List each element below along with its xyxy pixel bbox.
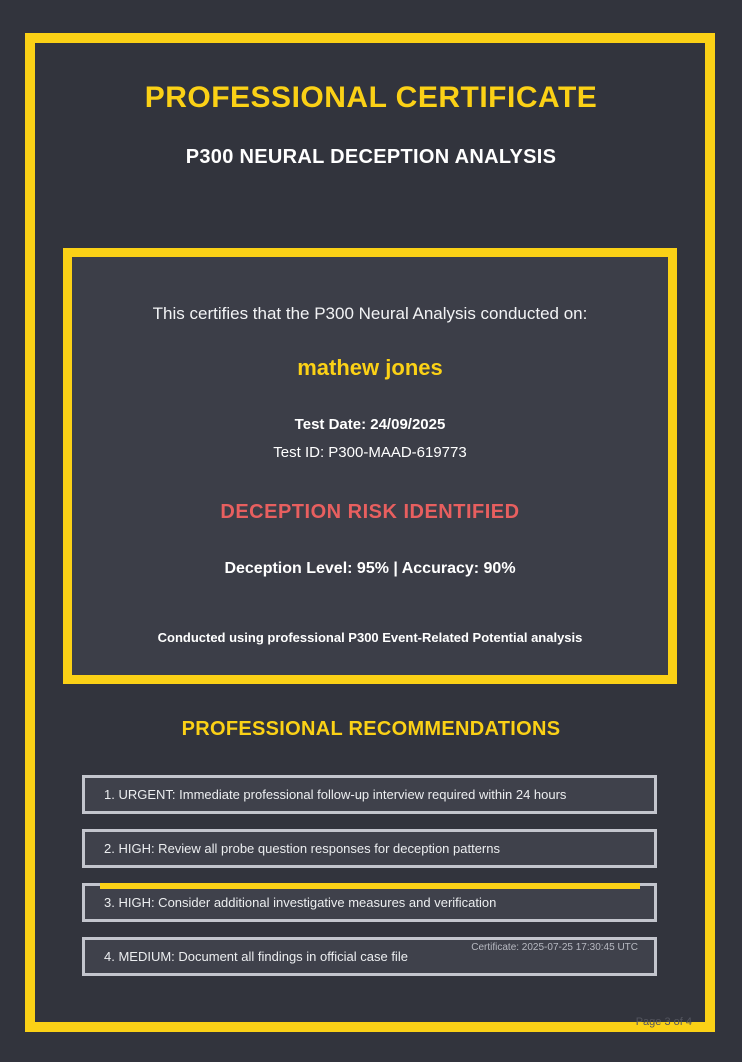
gold-divider-stripe — [100, 883, 640, 889]
page-subtitle: P300 NEURAL DECEPTION ANALYSIS — [185, 146, 557, 168]
recommendation-text: 4. MEDIUM: Document all findings in official case file — [104, 949, 408, 964]
test-id: Test ID: P300-MAAD-619773 — [273, 444, 467, 461]
recommendation-text: 3. HIGH: Consider additional investigative measures and verification — [104, 895, 497, 910]
certificate-box — [63, 248, 677, 684]
page-number: Page 3 of 4 — [635, 1016, 692, 1028]
test-date: Test Date: 24/09/2025 — [294, 416, 446, 433]
subject-name: mathew jones — [297, 355, 443, 380]
recommendation-item-1 — [82, 775, 657, 814]
certificate-timestamp: Certificate: 2025-07-25 17:30:45 UTC — [471, 942, 638, 953]
recommendation-item-3 — [82, 883, 657, 922]
deception-metrics: Deception Level: 95% | Accuracy: 90% — [224, 560, 516, 577]
recommendations-title: PROFESSIONAL RECOMMENDATIONS — [181, 718, 561, 740]
certificate-intro-text: This certifies that the P300 Neural Analysis conducted on: — [152, 304, 588, 323]
recommendation-item-2 — [82, 829, 657, 868]
deception-risk-result: DECEPTION RISK IDENTIFIED — [220, 501, 520, 523]
page-title: PROFESSIONAL CERTIFICATE — [144, 81, 598, 114]
recommendation-text: 2. HIGH: Review all probe question responses for deception patterns — [104, 841, 500, 856]
recommendation-item-4 — [82, 937, 657, 976]
analysis-method-note: Conducted using professional P300 Event-Related Potential analysis — [157, 630, 583, 645]
recommendation-text: 1. URGENT: Immediate professional follow-up interview required within 24 hours — [104, 787, 567, 802]
